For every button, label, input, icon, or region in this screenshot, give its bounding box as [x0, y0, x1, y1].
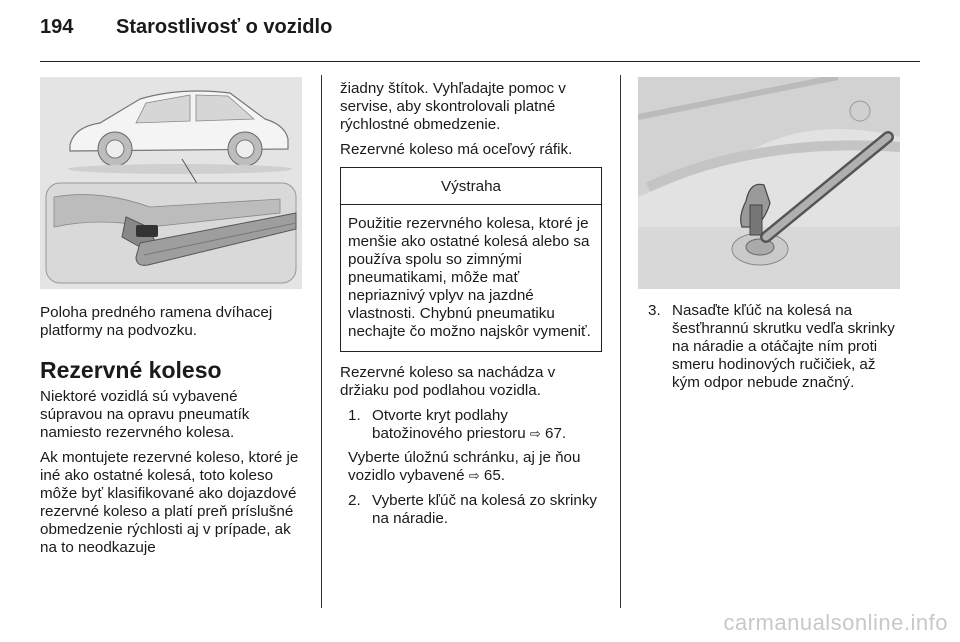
- step-subtext: Vyberte úložnú schránku, aj je ňou vozidlo vybavené ⇨ 65.: [348, 449, 581, 484]
- car-lift-drawing: [40, 77, 302, 289]
- car-lift-illustration: [40, 77, 302, 289]
- step-number: 1.: [348, 407, 361, 424]
- step-text: Otvorte kryt podlahy batožinového priestoru ⇨ 67.: [372, 407, 567, 442]
- warning-text: Použitie rezervného kolesa, ktoré je menšie ako ostatné kolesá alebo sa používa spolu so zimnými pneumatikami, môže mať nepriaznivý vplyv na jazdné vlastnosti. Chybnú pneumatiku nechajte čo možno najskôr vymeniť.: [348, 215, 591, 340]
- warning-box: [340, 167, 602, 352]
- paragraph: Niektoré vozidlá sú vybavené súpravou na opravu pneumatík namiesto rezervného kolesa.: [40, 388, 250, 441]
- step-number: 2.: [348, 492, 361, 509]
- page-number: 194: [40, 16, 74, 38]
- paragraph: Rezervné koleso sa nachádza v držiaku pod podlahou vozidla.: [340, 364, 556, 399]
- step-number: 3.: [648, 302, 661, 319]
- column-2: [340, 80, 602, 534]
- column-divider: [620, 75, 621, 608]
- figure-caption: Poloha predného ramena dvíhacej platformy na podvozku.: [40, 304, 273, 339]
- wheel-wrench-illustration: [638, 77, 900, 289]
- list-item: [640, 302, 902, 392]
- header-rule: [40, 61, 920, 62]
- reference-arrow-icon: ⇨: [529, 426, 541, 441]
- column-divider: [321, 75, 322, 608]
- paragraph: Ak montujete rezervné koleso, ktoré je iné ako ostatné kolesá, toto koleso môže byť klasifikované ako dojazdové rezervné koleso a platí preň príslušné obmedzenie rýchlosti aj v prípade, ak na to neodkazuje: [40, 449, 299, 556]
- warning-title: Výstraha: [341, 168, 601, 205]
- column-1: [40, 304, 302, 564]
- page-header: [40, 16, 332, 39]
- list-item: [340, 492, 602, 528]
- section-heading: Rezervné koleso: [40, 357, 222, 383]
- step-text: Vyberte kľúč na kolesá zo skrinky na náradie.: [372, 492, 598, 527]
- step-text: Nasaďte kľúč na kolesá na šesťhrannú skrutku vedľa skrinky na náradie a otáčajte ním proti smeru hodinových ručičiek, až kým odpor nebude značný.: [672, 302, 895, 391]
- paragraph: žiadny štítok. Vyhľadajte pomoc v servise, aby skontrolovali platné rýchlostné obmedzenie.: [340, 80, 566, 133]
- page-reference: 65.: [483, 467, 506, 484]
- page-title: Starostlivosť o vozidlo: [116, 16, 333, 38]
- paragraph: Rezervné koleso má oceľový ráfik.: [340, 141, 573, 158]
- watermark: carmanualsonline.info: [723, 610, 948, 635]
- reference-arrow-icon: ⇨: [468, 468, 480, 483]
- page-reference: 67.: [545, 425, 567, 442]
- column-3: [640, 302, 902, 398]
- list-item: [340, 407, 602, 443]
- wrench-drawing: [638, 77, 900, 289]
